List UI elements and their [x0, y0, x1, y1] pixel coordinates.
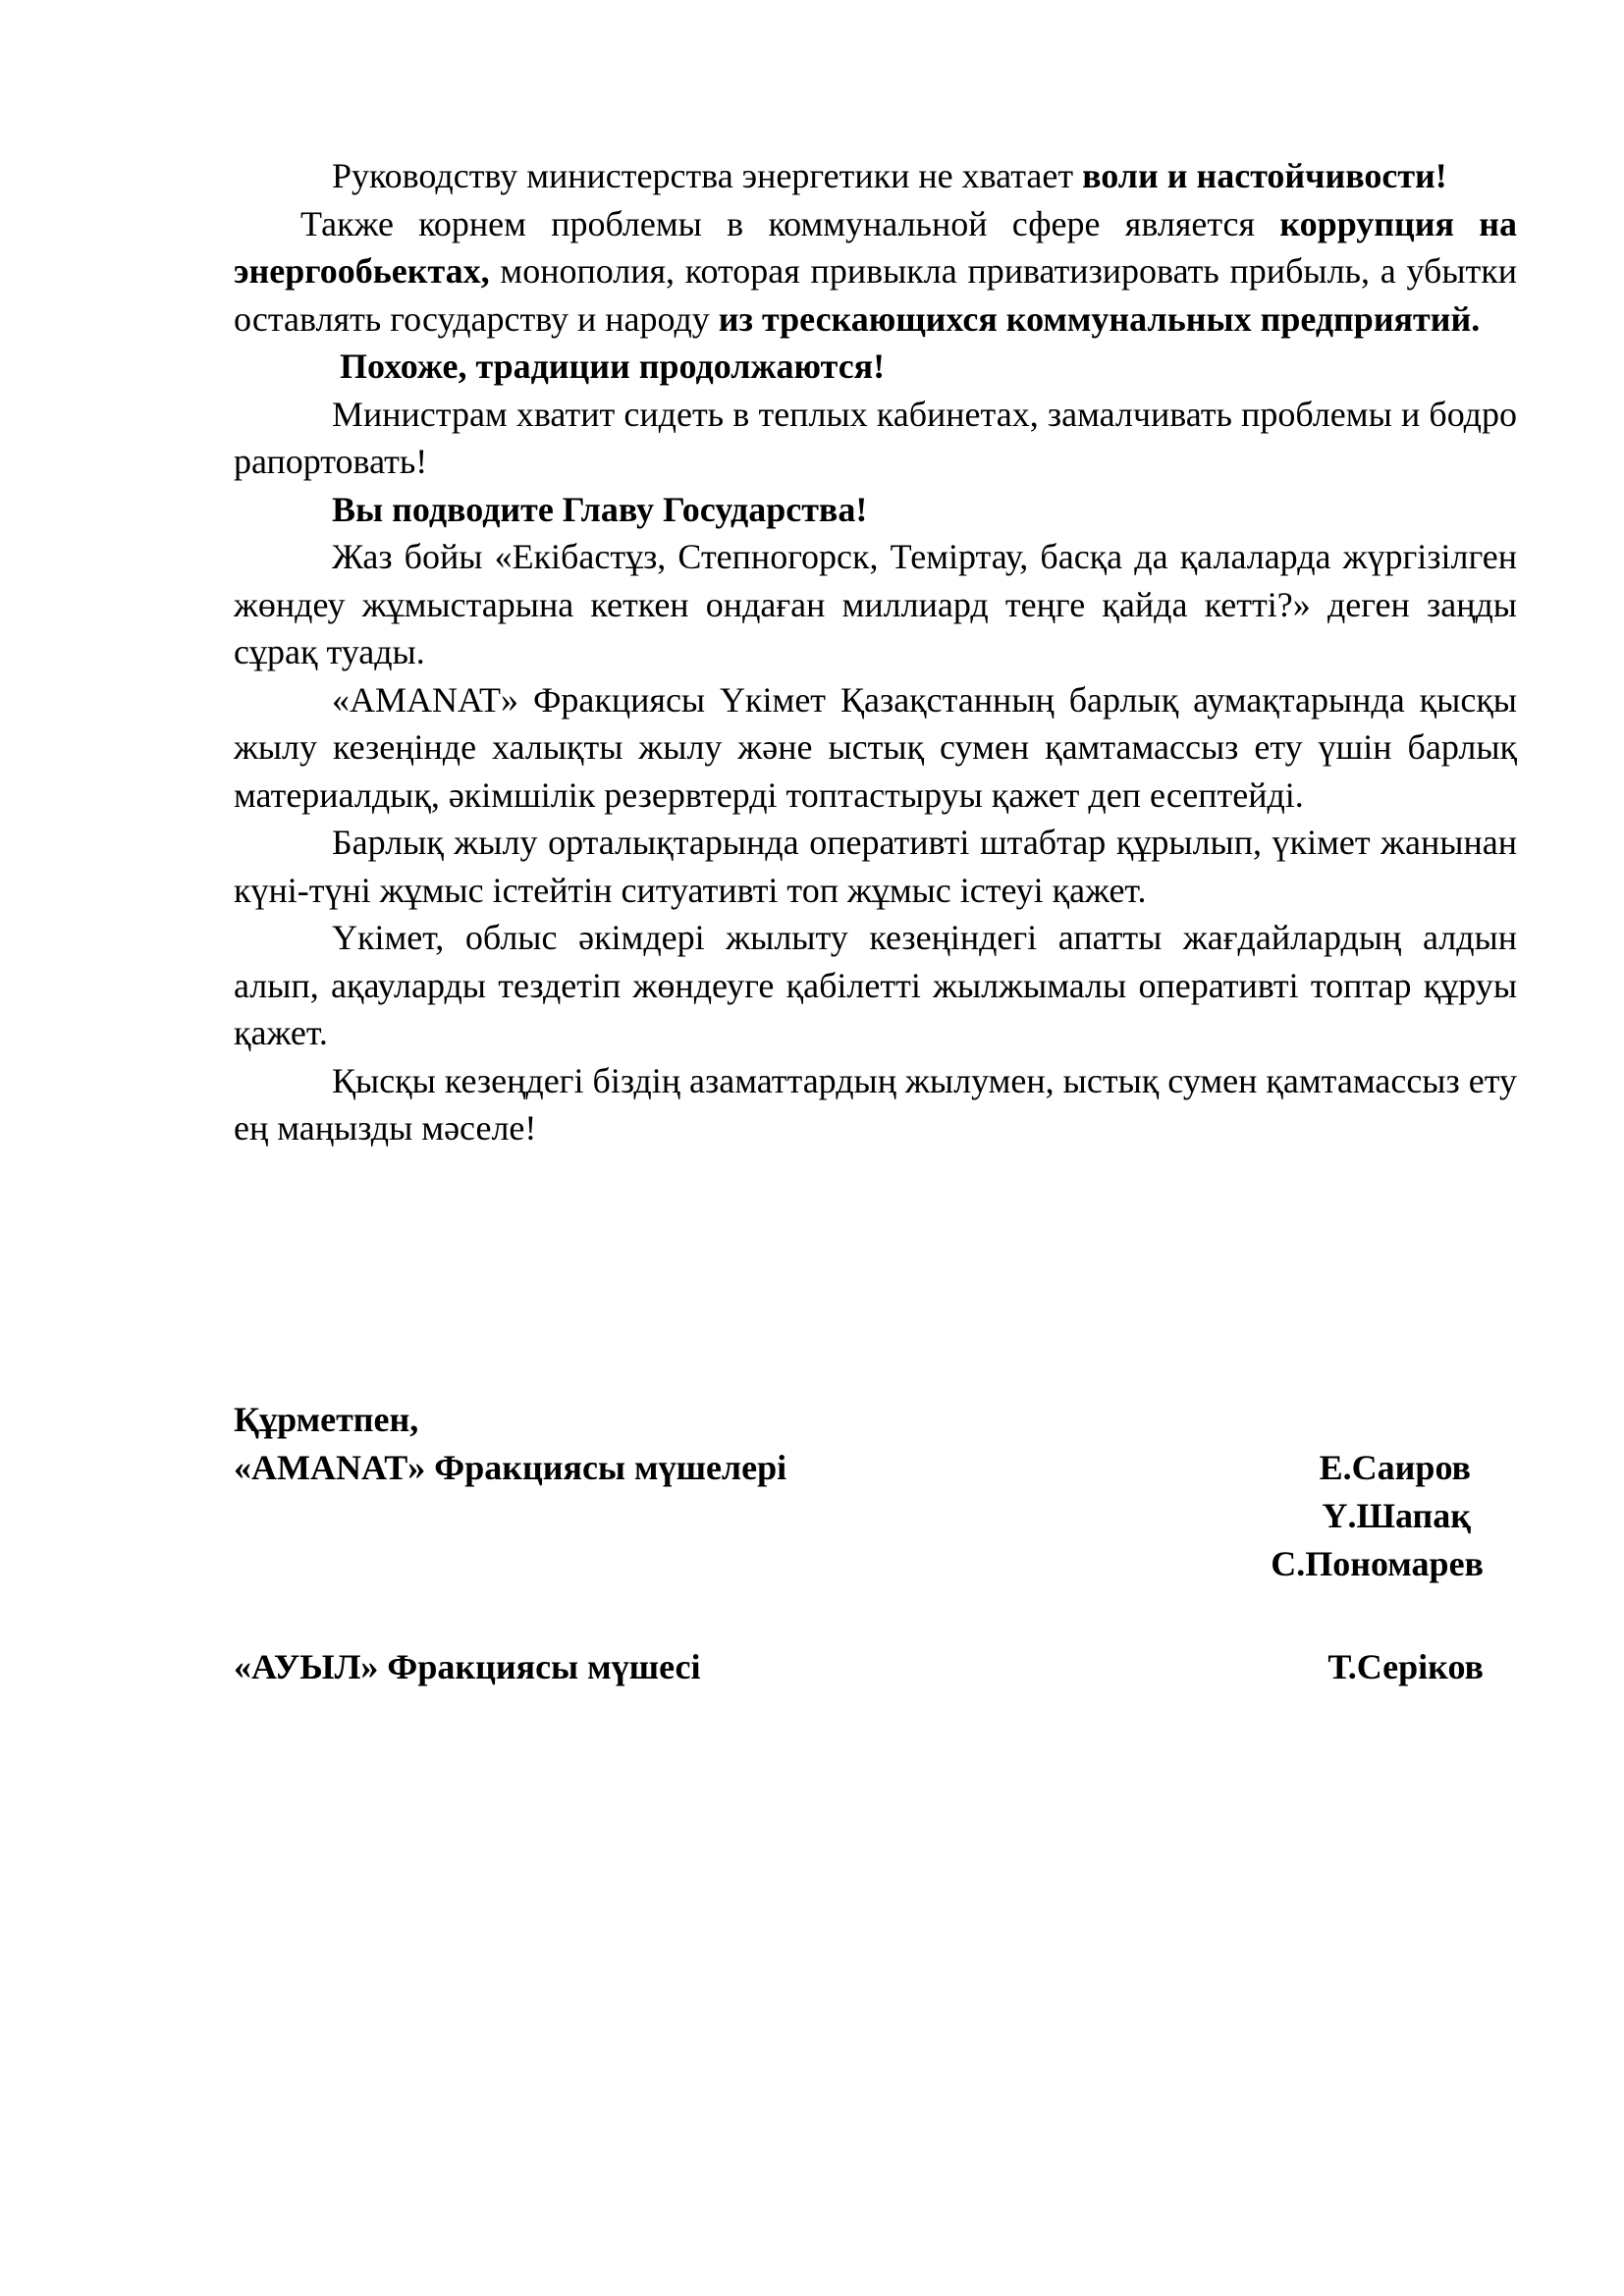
paragraph-6: Жаз бойы «Екібастұз, Степногорск, Теміртау, басқа да қалаларда жүргізілген жөндеу жұмыстарына кеткен ондаған миллиард теңге қайда кетті?» деген заңды сұрақ туады.: [234, 537, 1517, 671]
signatory-serikov: Т.Серіков: [1327, 1647, 1484, 1686]
auyl-member-label: «АУЫЛ» Фракциясы мүшесі: [234, 1647, 701, 1686]
signatory-sairov: Е.Саиров: [1319, 1448, 1471, 1487]
paragraph-9: Үкімет, облыс әкімдері жылыту кезеңіндегі апатты жағдайлардың алдын алып, ақауларды тездетіп жөндеуге қабілетті жылжымалы оперативті топтар құруы қажет.: [234, 918, 1517, 1052]
paragraph-3: Похоже, традиции продолжаются!: [340, 347, 886, 386]
paragraph-5: Вы подводите Главу Государства!: [332, 489, 868, 529]
paragraph-1-bold: воли и настойчивости!: [1082, 156, 1447, 195]
paragraph-2-text-a: Также корнем проблемы в коммунальной сфере является: [300, 203, 1280, 243]
signatory-shapak: Ү.Шапақ: [1322, 1496, 1471, 1535]
amanat-members-label: «AMANAT» Фракциясы мүшелері: [234, 1448, 787, 1487]
letter-body: [234, 152, 1517, 1152]
paragraph-2: [234, 200, 1517, 344]
signatory-ponomarev: С.Пономарев: [1271, 1544, 1484, 1583]
paragraph-2-text-b: монополия, которая привыкла приватизировать прибыль, а убытки оставлять государству и народу: [234, 251, 1517, 339]
paragraph-1-text: Руководству министерства энергетики не хватает: [332, 156, 1083, 195]
paragraph-1: [234, 152, 1517, 200]
paragraph-4: Министрам хватит сидеть в теплых кабинетах, замалчивать проблемы и бодро рапортовать!: [234, 394, 1517, 481]
paragraph-8: Барлық жылу орталықтарында оперативті штабтар құрылып, үкімет жанынан күні-түні жұмыс істейтін ситуативті топ жұмыс істеуі қажет.: [234, 823, 1517, 910]
paragraph-2-bold-a: коррупция на энергообьектах,: [234, 203, 1517, 291]
paragraph-7: «AMANAT» Фракциясы Үкімет Қазақстанның барлық аумақтарында қысқы жылу кезеңінде халықты жылу және ыстық сумен қамтамассыз ету үшін барлық материалдық, әкімшілік резервтерді топтастыруы қажет деп есептейді.: [234, 679, 1517, 815]
paragraph-2-bold-b: из трескающихся коммунальных предприятий.: [718, 298, 1481, 339]
closing-phrase: Құрметпен,: [234, 1400, 419, 1439]
paragraph-10: Қысқы кезеңдегі біздің азаматтардың жылумен, ыстық сумен қамтамассыз ету ең маңызды мәселе!: [234, 1060, 1517, 1148]
